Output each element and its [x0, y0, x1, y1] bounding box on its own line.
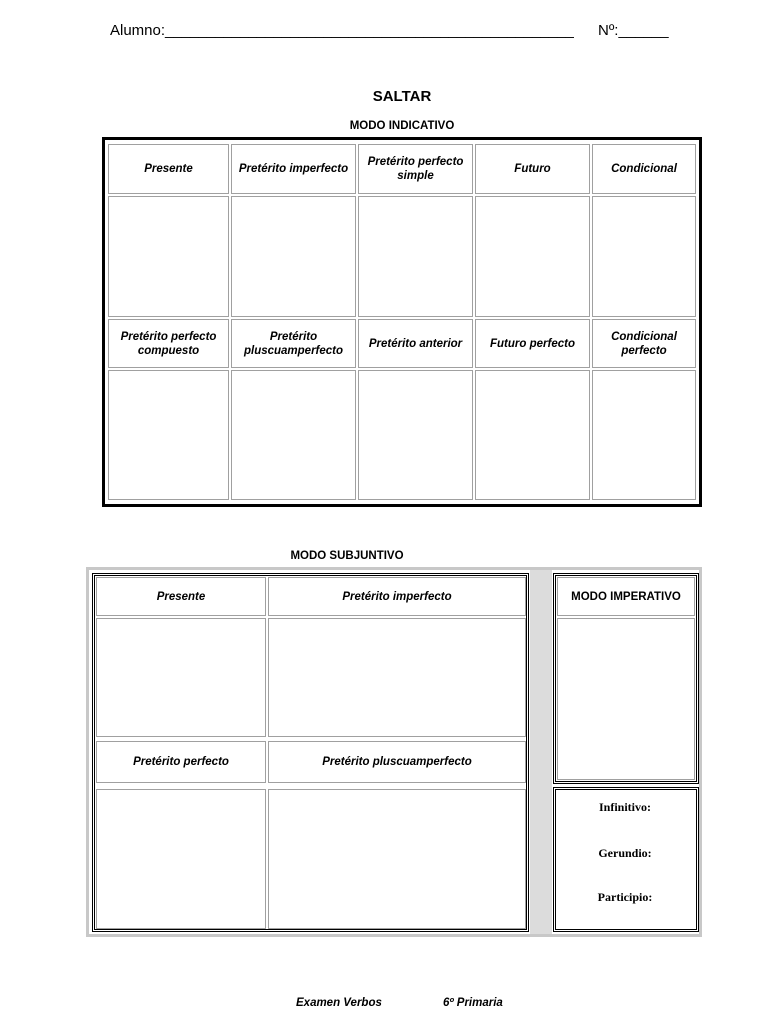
ind-answer-futuro-perfecto[interactable] [475, 370, 590, 500]
sub-answer-presente[interactable] [96, 618, 266, 737]
student-number-field[interactable] [598, 22, 669, 39]
ind-header-condicional: Condicional [592, 144, 696, 194]
ind-header-futuro-perfecto: Futuro perfecto [475, 319, 590, 368]
frame-separator [530, 570, 552, 934]
ind-answer-presente[interactable] [108, 196, 229, 317]
subjuntivo-heading: MODO SUBJUNTIVO [290, 550, 404, 562]
student-name-field[interactable] [110, 22, 574, 39]
ind-answer-preterito-anterior[interactable] [358, 370, 473, 500]
student-blank: _________________________________________________ [165, 22, 574, 39]
ind-answer-futuro[interactable] [475, 196, 590, 317]
sub-answer-preterito-pluscuamperfecto[interactable] [268, 789, 526, 929]
infinitivo-label: Infinitivo: [598, 800, 651, 814]
ind-header-preterito-perfecto-simple: Pretérito perfecto simple [358, 144, 473, 194]
participio-label: Participio: [597, 890, 653, 904]
ind-answer-preterito-perfecto-simple[interactable] [358, 196, 473, 317]
footer-grade: 6º Primaria [443, 997, 503, 1009]
page-title: SALTAR [372, 88, 432, 105]
ind-header-preterito-imperfecto: Pretérito imperfecto [231, 144, 356, 194]
ind-answer-preterito-pluscuamperfecto[interactable] [231, 370, 356, 500]
ind-header-preterito-anterior: Pretérito anterior [358, 319, 473, 368]
ind-header-futuro: Futuro [475, 144, 590, 194]
sub-answer-preterito-imperfecto[interactable] [268, 618, 526, 737]
number-label: Nº: [598, 22, 619, 39]
ind-header-preterito-pluscuamperfecto: Pretérito pluscuamperfecto [231, 319, 356, 368]
ind-answer-condicional[interactable] [592, 196, 696, 317]
ind-answer-preterito-imperfecto[interactable] [231, 196, 356, 317]
imperativo-answer[interactable] [557, 618, 695, 780]
sub-header-preterito-pluscuamperfecto: Pretérito pluscuamperfecto [268, 741, 526, 783]
sub-header-preterito-imperfecto: Pretérito imperfecto [268, 577, 526, 616]
gerundio-label: Gerundio: [598, 846, 652, 860]
ind-header-preterito-perfecto-compuesto: Pretérito perfecto compuesto [108, 319, 229, 368]
sub-header-preterito-perfecto: Pretérito perfecto [96, 741, 266, 783]
ind-answer-preterito-perfecto-compuesto[interactable] [108, 370, 229, 500]
imperativo-heading: MODO IMPERATIVO [557, 577, 695, 616]
indicativo-heading: MODO INDICATIVO [349, 120, 455, 132]
ind-header-condicional-perfecto: Condicional perfecto [592, 319, 696, 368]
student-label: Alumno: [110, 22, 166, 39]
ind-answer-condicional-perfecto[interactable] [592, 370, 696, 500]
footer-exam: Examen Verbos [296, 997, 382, 1009]
sub-header-presente: Presente [96, 577, 266, 616]
number-blank: ______ [618, 22, 669, 39]
ind-header-presente: Presente [108, 144, 229, 194]
sub-answer-preterito-perfecto[interactable] [96, 789, 266, 929]
